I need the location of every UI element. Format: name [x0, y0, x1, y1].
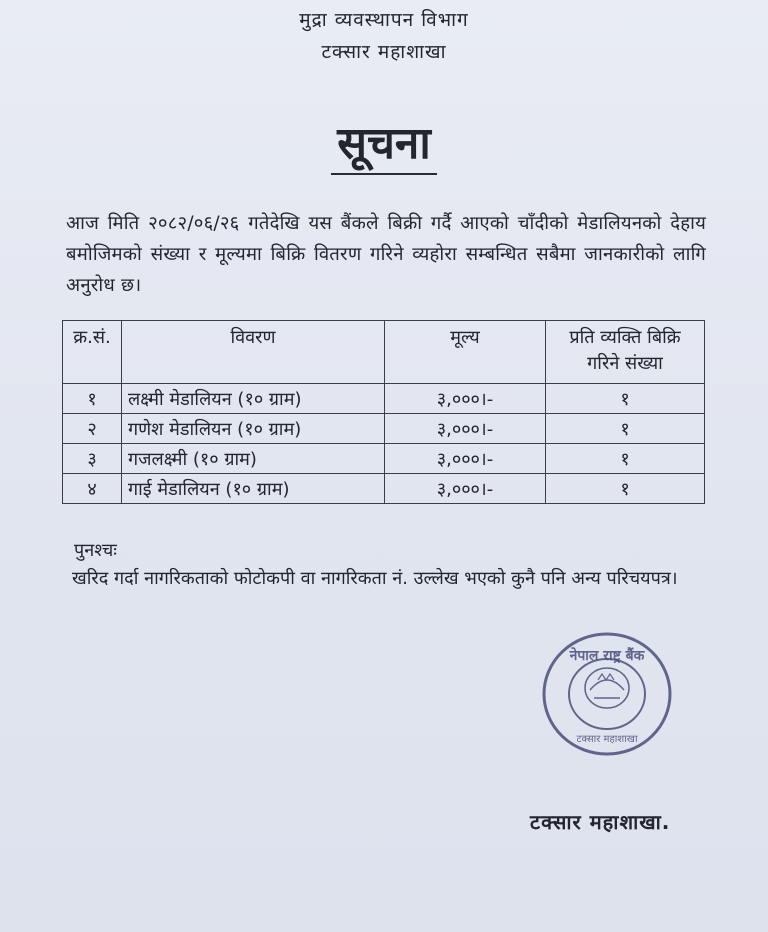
seal-outer-text: नेपाल राष्ट्र बैंक [569, 648, 645, 664]
title-wrapper [0, 118, 768, 175]
serial-cell: १ [63, 384, 122, 414]
price-cell: ३,०००।- [385, 384, 546, 414]
column-header: मूल्य [385, 321, 546, 384]
price-cell: ३,०००।- [385, 474, 546, 504]
table-row [63, 414, 705, 444]
notice-body: आज मिति २०८२/०६/२६ गतेदेखि यस बैंकले बिक्री गर्दै आएको चाँदीको मेडालियनको देहाय बमोजिमको संख्या र मूल्यमा बिक्रि वितरण गरिने व्यहोरा सम्बन्धित सबैमा जानकारीको लागि अनुरोध छ। [66, 213, 706, 296]
signature-label: टक्सार महाशाखा. [530, 810, 671, 834]
serial-cell: ४ [63, 474, 122, 504]
quantity-cell: १ [546, 474, 705, 504]
column-header: विवरण [122, 321, 385, 384]
medallion-table [62, 320, 705, 504]
column-header: क्र.सं. [63, 321, 122, 384]
quantity-cell: १ [546, 444, 705, 474]
quantity-cell: १ [546, 414, 705, 444]
footnote-heading: पुनश्चः [74, 540, 117, 561]
bank-seal-stamp [540, 630, 674, 758]
quantity-cell: १ [546, 384, 705, 414]
column-header: प्रति व्यक्ति बिक्रि गरिने संख्या [546, 321, 705, 384]
price-cell: ३,०००।- [385, 444, 546, 474]
description-cell: गाई मेडालियन (१० ग्राम) [122, 474, 385, 504]
division-heading: टक्सार महाशाखा [321, 41, 447, 63]
serial-cell: ३ [63, 444, 122, 474]
footnote-text: खरिद गर्दा नागरिकताको फोटोकपी वा नागरिकता नं. उल्लेख भएको कुनै पनि अन्य परिचयपत्र। [72, 568, 678, 589]
seal-icon [540, 630, 674, 758]
description-cell: गणेश मेडालियन (१० ग्राम) [122, 414, 385, 444]
price-cell: ३,०००।- [385, 414, 546, 444]
seal-inner-text: टक्सार महाशाखा [576, 734, 638, 745]
notice-title: सूचना [331, 118, 437, 175]
serial-cell: २ [63, 414, 122, 444]
description-cell: गजलक्ष्मी (१० ग्राम) [122, 444, 385, 474]
department-heading: मुद्रा व्यवस्थापन विभाग [299, 9, 469, 31]
table-header-row [63, 321, 705, 384]
table-row [63, 474, 705, 504]
description-cell: लक्ष्मी मेडालियन (१० ग्राम) [122, 384, 385, 414]
table-row [63, 384, 705, 414]
table-row [63, 444, 705, 474]
